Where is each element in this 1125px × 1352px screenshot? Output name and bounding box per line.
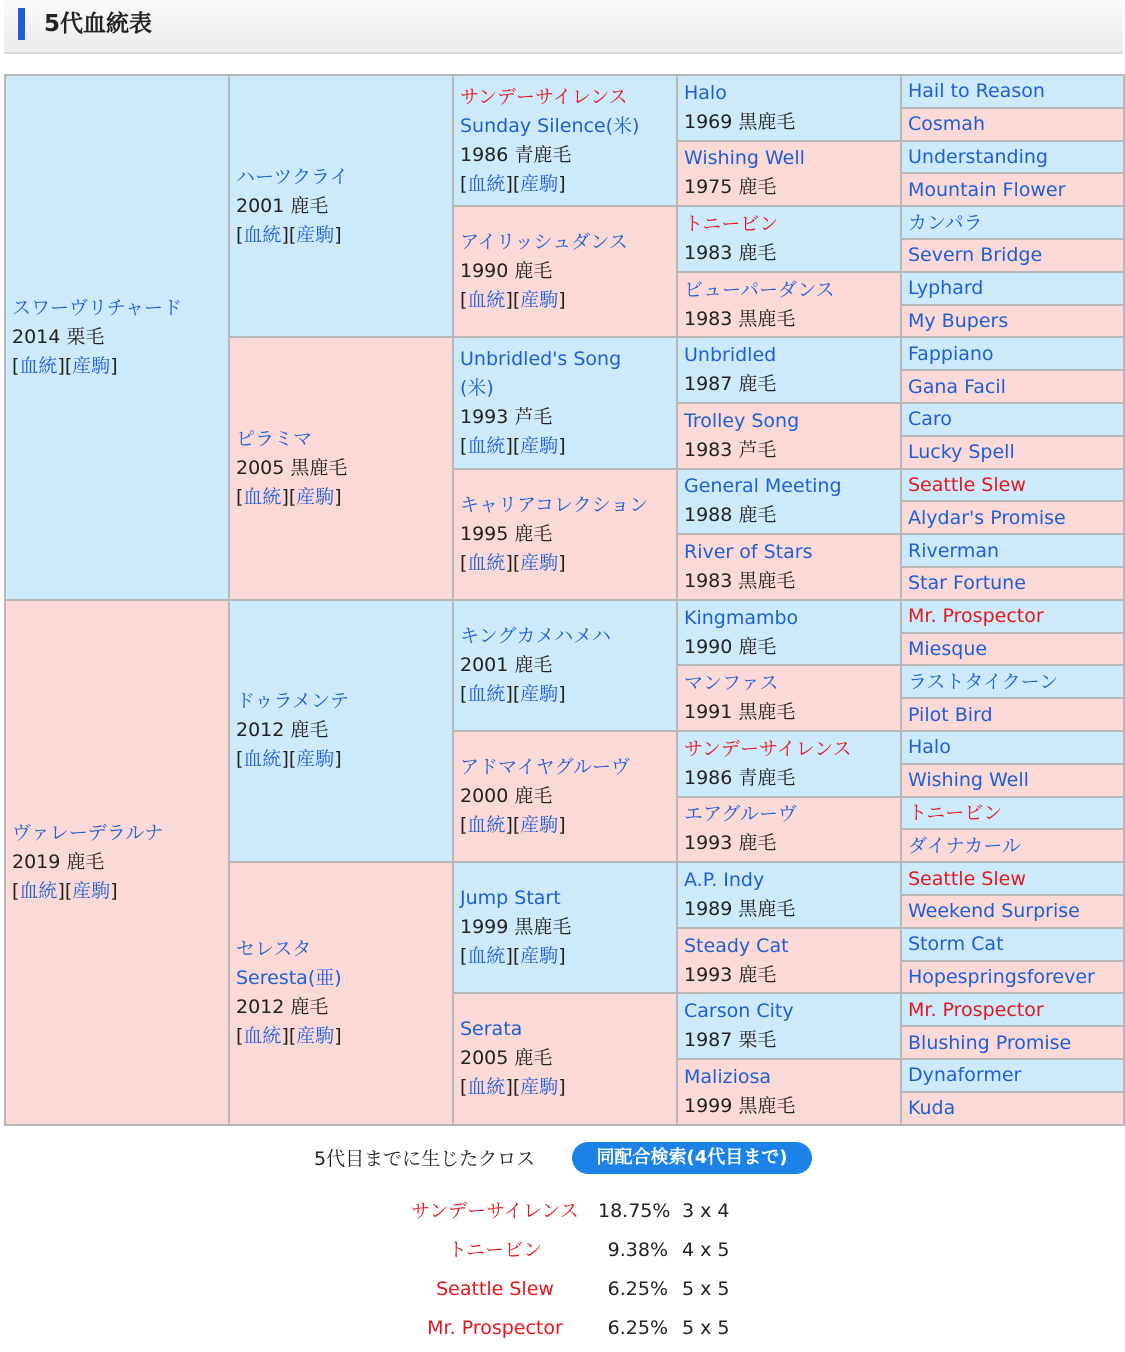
horse-name-link[interactable]: Cosmah (908, 113, 985, 136)
horse-birth-info: 1987 栗毛 (684, 1029, 777, 1052)
horse-birth-info: 1995 鹿毛 (460, 522, 553, 545)
horse-name-link[interactable]: Lucky Spell (908, 441, 1015, 464)
pedigree-cell-gen5 (901, 173, 1124, 206)
cross-generation: 3 x 4 (682, 1200, 730, 1222)
foals-link[interactable]: 産駒 (520, 1076, 559, 1099)
horse-name-link[interactable]: Trolley Song (684, 409, 800, 432)
foals-link[interactable]: 産駒 (72, 354, 111, 377)
horse-name-link[interactable]: Hail to Reason (908, 80, 1045, 103)
pedigree-cell-gen5 (901, 993, 1124, 1026)
pedigree-cell-gen4 (677, 272, 901, 338)
blood-link[interactable]: 血統 (467, 682, 506, 705)
pedigree-cell-gen1 (5, 75, 229, 600)
horse-links: [血統][産駒] (236, 748, 342, 771)
pedigree-cell-gen5 (901, 600, 1124, 633)
horse-birth-info: 1993 芦毛 (460, 405, 553, 428)
pedigree-cell-gen4 (677, 534, 901, 600)
horse-name-alt-link[interactable]: Seresta(亜) (236, 967, 342, 990)
foals-link[interactable]: 産駒 (72, 879, 111, 902)
pedigree-cell-gen5 (901, 1026, 1124, 1059)
blood-link[interactable]: 血統 (467, 945, 506, 968)
horse-name-alt-link[interactable]: Sunday Silence(米) (460, 114, 640, 137)
horse-name-link[interactable]: Kingmambo (684, 606, 799, 629)
blood-link[interactable]: 血統 (467, 551, 506, 574)
horse-name-link[interactable]: Hopespringsforever (908, 965, 1095, 988)
pedigree-cell-gen5 (901, 1092, 1124, 1125)
pedigree-cell-gen5 (901, 108, 1124, 141)
blood-link[interactable]: 血統 (467, 814, 506, 837)
horse-name-link[interactable]: Maliziosa (684, 1065, 772, 1088)
horse-name-link[interactable]: セレスタ (236, 938, 312, 961)
horse-name-link[interactable]: アドマイヤグルーヴ (460, 756, 631, 779)
pedigree-cell-gen3 (453, 206, 677, 337)
horse-name-link[interactable]: Weekend Surprise (908, 900, 1080, 923)
horse-birth-info: 1990 鹿毛 (684, 635, 777, 658)
horse-name-link[interactable]: アイリッシュダンス (460, 231, 628, 254)
horse-links: [血統][産駒] (236, 1025, 342, 1048)
foals-link[interactable]: 産駒 (520, 551, 559, 574)
horse-links: [血統][産駒] (460, 814, 566, 837)
pedigree-cell-gen4 (677, 862, 901, 928)
horse-name-link[interactable]: Halo (684, 81, 727, 104)
horse-birth-info: 1999 黒鹿毛 (460, 916, 572, 939)
horse-name-link[interactable]: Seattle Slew (908, 473, 1026, 496)
horse-name-link[interactable]: General Meeting (684, 475, 842, 498)
cross-percentage: 6.25% (607, 1278, 668, 1300)
pedigree-cell-gen5 (901, 567, 1124, 600)
pedigree-cell-gen5 (901, 862, 1124, 895)
pedigree-cell-gen2 (229, 862, 453, 1124)
foals-link[interactable]: 産駒 (296, 1025, 335, 1048)
foals-link[interactable]: 産駒 (520, 434, 559, 457)
horse-name-link[interactable]: Pilot Bird (908, 703, 993, 726)
pedigree-cell-gen4 (677, 928, 901, 994)
horse-links: [血統][産駒] (460, 1076, 566, 1099)
cross-horse-link[interactable]: Mr. Prospector (427, 1317, 563, 1339)
horse-birth-info: 2012 鹿毛 (236, 719, 329, 742)
horse-name-link[interactable]: Wishing Well (684, 147, 805, 170)
horse-name-link[interactable]: Dynaformer (908, 1064, 1022, 1087)
horse-birth-info: 1990 鹿毛 (460, 260, 553, 283)
horse-name-link[interactable]: サンデーサイレンス (460, 85, 628, 108)
foals-link[interactable]: 産駒 (520, 682, 559, 705)
horse-name-link[interactable]: ラストタイクーン (908, 670, 1059, 693)
blood-link[interactable]: 血統 (243, 1025, 282, 1048)
horse-birth-info: 2014 栗毛 (12, 325, 105, 348)
horse-links: [血統][産駒] (460, 551, 566, 574)
pedigree-cell-gen4 (677, 797, 901, 863)
cross-percentage: 6.25% (607, 1317, 668, 1339)
pedigree-cell-gen5 (901, 895, 1124, 928)
horse-name-link[interactable]: A.P. Indy (684, 868, 765, 891)
horse-name-link[interactable]: Carson City (684, 1000, 794, 1023)
cross-generation: 5 x 5 (682, 1278, 730, 1300)
horse-name-link[interactable]: Kuda (908, 1097, 956, 1120)
horse-birth-info: 2001 鹿毛 (236, 194, 329, 217)
pedigree-cell-gen5 (901, 961, 1124, 994)
blood-link[interactable]: 血統 (243, 223, 282, 246)
pedigree-cell-gen2 (229, 75, 453, 337)
cross-row (0, 1274, 1125, 1304)
horse-name-link[interactable]: サンデーサイレンス (684, 737, 852, 760)
cross-horse-link[interactable]: サンデーサイレンス (411, 1200, 579, 1222)
horse-links: [血統][産駒] (236, 223, 342, 246)
horse-links: [血統][産駒] (460, 682, 566, 705)
horse-birth-info: 1975 鹿毛 (684, 176, 777, 199)
horse-birth-info: 2005 黒鹿毛 (236, 457, 348, 480)
foals-link[interactable]: 産駒 (520, 945, 559, 968)
horse-birth-info: 1986 青鹿毛 (460, 143, 572, 166)
horse-name-link[interactable]: ダイナカール (908, 834, 1021, 857)
foals-link[interactable]: 産駒 (520, 289, 559, 312)
horse-birth-info: 1988 鹿毛 (684, 504, 777, 527)
pedigree-table (4, 74, 1125, 1126)
horse-name-link[interactable]: Alydar's Promise (908, 506, 1066, 529)
horse-links: [血統][産駒] (12, 354, 118, 377)
horse-birth-info: 1989 黒鹿毛 (684, 897, 796, 920)
horse-birth-info: 1983 黒鹿毛 (684, 307, 796, 330)
horse-name-link[interactable]: Star Fortune (908, 572, 1026, 595)
pedigree-cell-gen5 (901, 731, 1124, 764)
same-mating-search-button[interactable]: 同配合検索(4代目まで) (572, 1142, 812, 1174)
pedigree-cell-gen5 (901, 534, 1124, 567)
horse-name-link[interactable]: Unbridled (684, 344, 777, 367)
horse-name-link[interactable]: カンパラ (908, 211, 983, 234)
cross-horse-link[interactable]: Seattle Slew (436, 1278, 554, 1300)
horse-name-link[interactable]: Mr. Prospector (908, 998, 1044, 1021)
foals-link[interactable]: 産駒 (296, 223, 335, 246)
pedigree-cell-gen5 (901, 764, 1124, 797)
horse-links: [血統][産駒] (460, 289, 566, 312)
cross-row (0, 1196, 1125, 1226)
horse-name-link[interactable]: Riverman (908, 539, 1000, 562)
horse-name-link[interactable]: Mr. Prospector (908, 605, 1044, 628)
pedigree-cell-gen5 (901, 469, 1124, 502)
pedigree-cell-gen5 (901, 633, 1124, 666)
pedigree-cell-gen5 (901, 829, 1124, 862)
horse-name-link[interactable]: ビューパーダンス (684, 278, 835, 301)
pedigree-cell-gen5 (901, 337, 1124, 370)
pedigree-cell-gen2 (229, 600, 453, 862)
cross-generation: 4 x 5 (682, 1239, 730, 1261)
horse-birth-info: 2000 鹿毛 (460, 785, 553, 808)
pedigree-cell-gen4 (677, 337, 901, 403)
horse-name-link[interactable]: ヴァレーデラルナ (12, 821, 164, 844)
horse-birth-info: 1969 黒鹿毛 (684, 110, 796, 133)
pedigree-cell-gen3 (453, 337, 677, 468)
horse-birth-info: 1993 鹿毛 (684, 963, 777, 986)
horse-birth-info: 2005 鹿毛 (460, 1047, 553, 1070)
pedigree-cell-gen5 (901, 305, 1124, 338)
horse-name-link[interactable]: ハーツクライ (236, 165, 349, 188)
pedigree-cell-gen5 (901, 436, 1124, 469)
pedigree-cell-gen4 (677, 206, 901, 272)
horse-name-link[interactable]: ドゥラメンテ (236, 690, 349, 713)
horse-name-link[interactable]: Lyphard (908, 277, 984, 300)
cross-percentage: 18.75% (598, 1200, 671, 1222)
pedigree-cell-gen5 (901, 501, 1124, 534)
foals-link[interactable]: 産駒 (296, 748, 335, 771)
blood-link[interactable]: 血統 (467, 1076, 506, 1099)
horse-name-link[interactable]: My Bupers (908, 309, 1009, 332)
horse-name-link[interactable]: Unbridled's Song (460, 347, 622, 370)
pedigree-cell-gen5 (901, 370, 1124, 403)
pedigree-cell-gen5 (901, 272, 1124, 305)
horse-name-link[interactable]: Understanding (908, 145, 1048, 168)
cross-label: 5代目までに生じたクロス (314, 1148, 536, 1170)
pedigree-cell-gen3 (453, 862, 677, 993)
pedigree-cell-gen3 (453, 600, 677, 731)
horse-birth-info: 1987 鹿毛 (684, 373, 777, 396)
blood-link[interactable]: 血統 (243, 486, 282, 509)
horse-birth-info: 2019 鹿毛 (12, 850, 105, 873)
pedigree-cell-gen3 (453, 731, 677, 862)
foals-link[interactable]: 産駒 (296, 486, 335, 509)
horse-name-link[interactable]: Seattle Slew (908, 867, 1026, 890)
horse-birth-info: 1999 黒鹿毛 (684, 1094, 796, 1117)
pedigree-cell-gen5 (901, 928, 1124, 961)
horse-name-link[interactable]: Fappiano (908, 342, 994, 365)
horse-name-alt-link[interactable]: (米) (460, 376, 494, 399)
pedigree-cell-gen4 (677, 469, 901, 535)
horse-name-link[interactable]: Storm Cat (908, 933, 1004, 956)
horse-name-link[interactable]: Gana Facil (908, 375, 1006, 398)
pedigree-row (5, 75, 1124, 108)
cross-percentage: 9.38% (607, 1239, 668, 1261)
blood-link[interactable]: 血統 (19, 879, 58, 902)
horse-name-link[interactable]: トニービン (908, 801, 1003, 824)
blood-link[interactable]: 血統 (467, 434, 506, 457)
horse-links: [血統][産駒] (460, 434, 566, 457)
pedigree-cell-gen5 (901, 239, 1124, 272)
blood-link[interactable]: 血統 (19, 354, 58, 377)
horse-name-link[interactable]: キングカメハメハ (460, 624, 612, 647)
horse-birth-info: 1986 青鹿毛 (684, 766, 796, 789)
pedigree-cell-gen5 (901, 665, 1124, 698)
page-title: 5代血統表 (44, 11, 153, 37)
horse-birth-info: 2001 鹿毛 (460, 653, 553, 676)
horse-birth-info: 2012 鹿毛 (236, 996, 329, 1019)
pedigree-cell-gen3 (453, 469, 677, 600)
pedigree-cell-gen5 (901, 797, 1124, 830)
horse-birth-info: 1983 黒鹿毛 (684, 569, 796, 592)
pedigree-cell-gen5 (901, 1059, 1124, 1092)
pedigree-cell-gen4 (677, 731, 901, 797)
horse-name-link[interactable]: ピラミマ (236, 428, 313, 451)
horse-name-link[interactable]: River of Stars (684, 540, 813, 563)
pedigree-cell-gen4 (677, 75, 901, 141)
section-header (4, 0, 1123, 54)
horse-name-link[interactable]: マンファス (684, 672, 779, 695)
pedigree-cell-gen3 (453, 993, 677, 1124)
foals-link[interactable]: 産駒 (520, 172, 559, 195)
pedigree-cell-gen1 (5, 600, 229, 1125)
horse-birth-info: 1983 鹿毛 (684, 241, 777, 264)
horse-links: [血統][産駒] (460, 172, 566, 195)
blood-link[interactable]: 血統 (467, 172, 506, 195)
horse-name-link[interactable]: Severn Bridge (908, 244, 1043, 267)
pedigree-row (5, 600, 1124, 633)
horse-name-link[interactable]: エアグルーヴ (684, 803, 797, 826)
pedigree-cell-gen2 (229, 337, 453, 599)
pedigree-cell-gen3 (453, 75, 677, 206)
pedigree-cell-gen4 (677, 600, 901, 666)
pedigree-cell-gen4 (677, 1059, 901, 1125)
horse-name-link[interactable]: Halo (908, 736, 951, 759)
horse-birth-info: 1983 芦毛 (684, 438, 777, 461)
horse-links: [血統][産駒] (460, 945, 566, 968)
horse-name-link[interactable]: Mountain Flower (908, 178, 1066, 201)
pedigree-cell-gen5 (901, 403, 1124, 436)
horse-name-link[interactable]: Miesque (908, 637, 988, 660)
pedigree-cell-gen5 (901, 698, 1124, 731)
pedigree-cell-gen5 (901, 141, 1124, 174)
pedigree-cell-gen4 (677, 993, 901, 1059)
horse-name-link[interactable]: Serata (460, 1018, 523, 1041)
blood-link[interactable]: 血統 (243, 748, 282, 771)
foals-link[interactable]: 産駒 (520, 814, 559, 837)
cross-row (0, 1313, 1125, 1343)
horse-name-link[interactable]: トニービン (684, 212, 779, 235)
horse-links: [血統][産駒] (236, 486, 342, 509)
pedigree-cell-gen4 (677, 141, 901, 207)
pedigree-cell-gen4 (677, 403, 901, 469)
horse-birth-info: 1991 黒鹿毛 (684, 701, 796, 724)
horse-name-link[interactable]: Steady Cat (684, 934, 789, 957)
pedigree-cell-gen4 (677, 665, 901, 731)
horse-name-link[interactable]: Caro (908, 408, 952, 431)
cross-row (0, 1235, 1125, 1265)
blood-link[interactable]: 血統 (467, 289, 506, 312)
pedigree-cell-gen5 (901, 206, 1124, 239)
pedigree-cell-gen5 (901, 75, 1124, 108)
horse-name-link[interactable]: キャリアコレクション (460, 493, 649, 516)
horse-birth-info: 1993 鹿毛 (684, 832, 777, 855)
horse-name-link[interactable]: Wishing Well (908, 769, 1029, 792)
horse-name-link[interactable]: Blushing Promise (908, 1031, 1072, 1054)
cross-horse-link[interactable]: トニービン (447, 1239, 543, 1261)
horse-name-link[interactable]: スワーヴリチャード (12, 296, 183, 319)
horse-links: [血統][産駒] (12, 879, 118, 902)
header-accent-bar (18, 8, 25, 40)
cross-generation: 5 x 5 (682, 1317, 730, 1339)
horse-name-link[interactable]: Jump Start (460, 887, 561, 910)
